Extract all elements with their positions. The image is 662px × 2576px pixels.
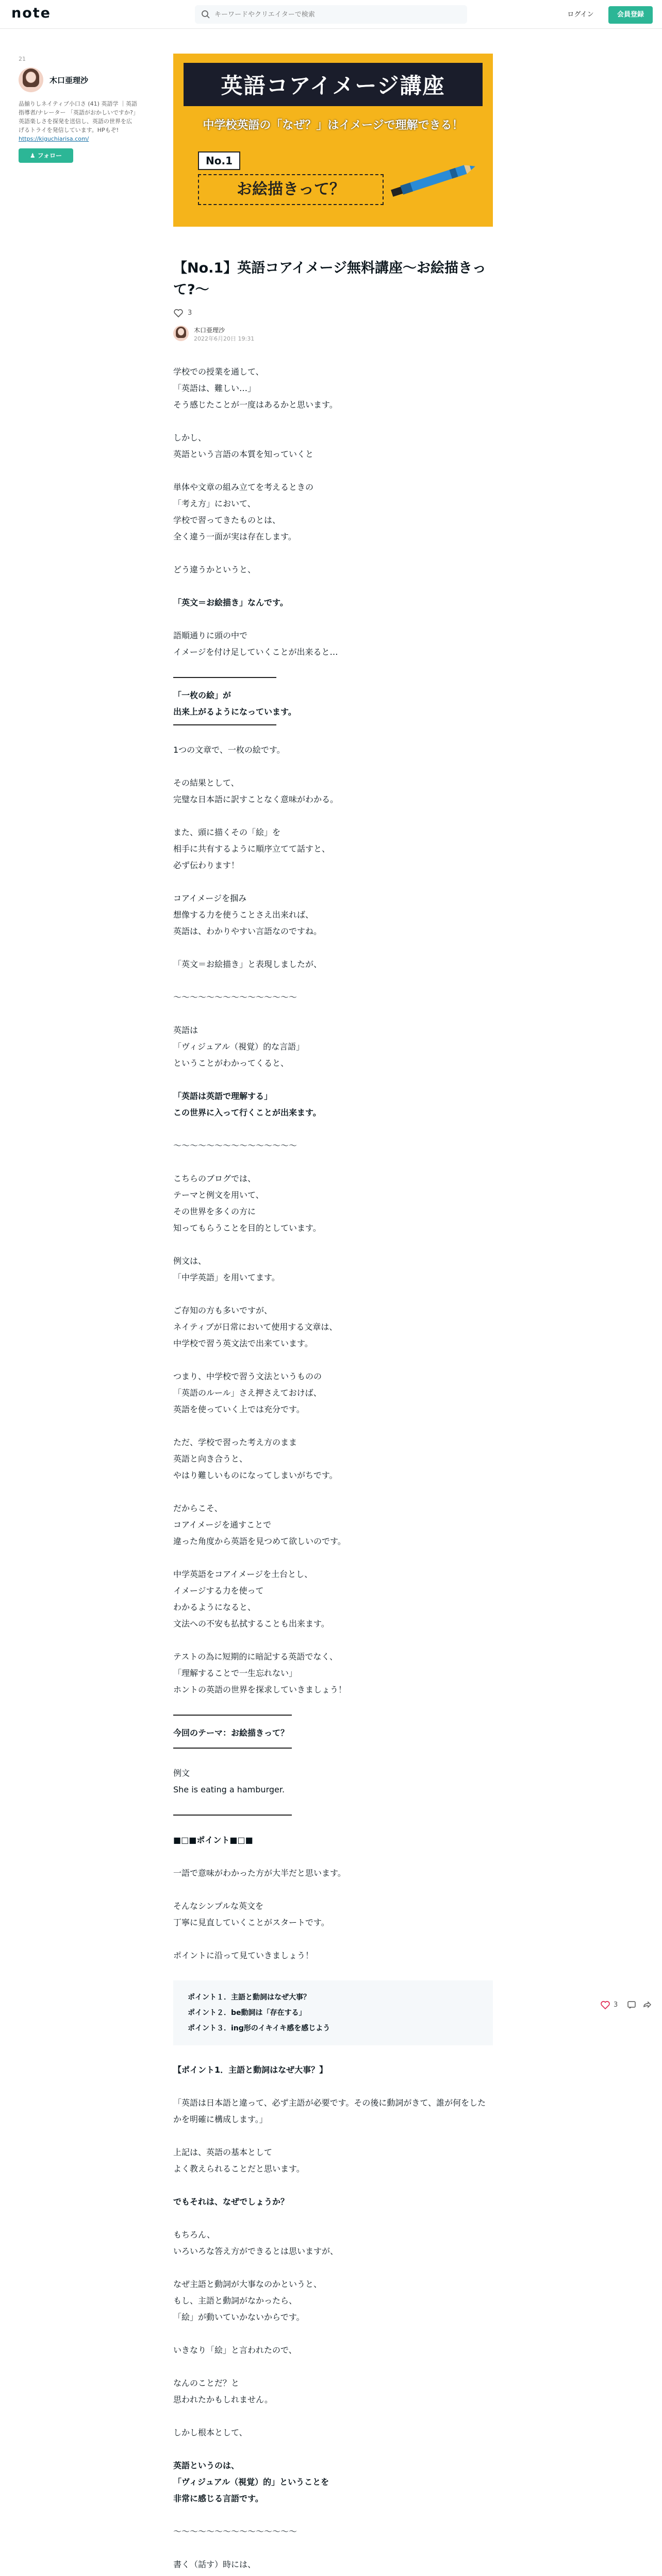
banner-title: 英語コアイメージ講座 [221, 73, 445, 98]
paragraph: こちらのブログでは、 テーマと例文を用いて、 その世界を多くの方に 知ってもらうことを目的としています。 [173, 1173, 321, 1233]
author-bio: 品揃りしネイティブ小口さ (41) 英語学 ｜英語指導者/ナレーター 「英語がおかしいですか?」英語楽しさを探発を送信し、英語の世界を広げるトライを発信しています。HPもぞ! [19, 100, 137, 134]
paragraph: 学校での授業を通して、 「英語は、難しい…」 そう感じたことが一度はあるかと思います。 [173, 366, 338, 410]
likes-row [173, 308, 493, 318]
section-heading: 【ポイント1．主語と動詞はなぜ大事？】 [173, 2064, 328, 2075]
theme-heading: 今回のテーマ：お絵描きって？ [173, 1727, 289, 1738]
paragraph: つまり、中学校で習う文法というものの 「英語のルール」さえ押さえておけば、 英語を使っていく上では充分です。 [173, 1371, 322, 1414]
heart-icon[interactable] [173, 308, 184, 318]
paragraph: 単体や文章の組み立てを考えるときの 「考え方」において、 学校で習ってきたものとは、 全く違う一面が実は存在します。 [173, 482, 314, 541]
paragraph: 上記は、英語の基本として よく教えられることだと思います。 [173, 2147, 305, 2174]
paragraph: なぜ主語と動詞が大事なのかというと、 もし、主語と動詞がなかったら、 「絵」が動いていかないからです。 [173, 2279, 322, 2322]
point-item: ポイント３．ing形のイキイキ感を感じよう [188, 2024, 330, 2032]
follow-button[interactable] [19, 148, 73, 163]
search-icon [201, 10, 210, 19]
paragraph: テストの為に短期的に暗記する英語でなく、 「理解することで一生忘れない」 ホントの英語の世界を探求していきましょう！ [173, 1651, 347, 1694]
wave-divider: 〜〜〜〜〜〜〜〜〜〜〜〜〜〜〜 [173, 992, 297, 1002]
paragraph: 中学英語をコアイメージを土台とし、 イメージする力を使って わかるようになると、 文法への不安も払拭することも出来ます。 [173, 1569, 329, 1629]
divider [173, 1815, 292, 1816]
divider [173, 1715, 292, 1716]
points-box [173, 1980, 493, 2045]
article-title: 【No.1】英語コアイメージ無料講座〜お絵描きって?〜 [173, 260, 486, 298]
paragraph: どう違うかというと、 [173, 564, 256, 574]
paragraph: また、頭に描くその「絵」を 相手に共有するように順序立てて話すと、 必ず伝わります！ [173, 827, 330, 870]
paragraph: その結果として、 完璧な日本語に訳すことなく意味がわかる。 [173, 777, 339, 804]
author-avatar[interactable] [19, 67, 43, 92]
paragraph: ポイントに沿って見ていきましょう！ [173, 1950, 314, 1960]
signup-button[interactable]: 会員登録 [608, 6, 653, 24]
sidebar-date: 21 [19, 56, 26, 62]
author-block[interactable] [19, 67, 137, 92]
paragraph: 例文は、 「中学英語」を用いてます。 [173, 1256, 280, 1282]
article-author[interactable] [173, 326, 493, 343]
point-header: ■□■ポイント■□■ [173, 1835, 253, 1845]
paragraph: だからこそ、 コアイメージを通すことで 違った角度から英語を見つめて欲しいのです。 [173, 1503, 346, 1546]
like-count[interactable]: 3 [188, 309, 192, 317]
paragraph-bold: でもそれは、なぜでしょうか？ [173, 2196, 289, 2207]
paragraph: 「英文＝お絵描き」と表現しましたが、 [173, 959, 322, 969]
publish-date: 2022年6月20日 19:31 [194, 335, 255, 342]
note-logo[interactable]: note [11, 5, 51, 21]
paragraph: コアイメージを掴み 想像する力を使うことさえ出来れば、 英語は、わかりやすい言語なのですね。 [173, 893, 322, 936]
article-body [173, 364, 493, 2576]
article-main [173, 54, 493, 2576]
search-input[interactable] [214, 5, 462, 24]
paragraph: 一語で意味がわかった方が大半だと思います。 [173, 1868, 346, 1878]
author-sidebar [19, 56, 137, 163]
author-link[interactable]: https://kiguchiarisa.com/ [19, 135, 89, 143]
paragraph: 書く（話す）時には、 [173, 2559, 256, 2569]
comment-icon[interactable] [627, 2001, 636, 2010]
paragraph: 「英語は日本語と違って、必ず主語が必要です。その後に動詞がきて、誰が何をしたかを明確に構成します。」 [173, 2097, 486, 2124]
heart-icon[interactable] [600, 2000, 610, 2010]
floating-actions [600, 1999, 657, 2011]
author-mini-name[interactable]: 木口亜理沙 [194, 326, 225, 334]
paragraph: いきなり「絵」と言われたので、 [173, 2345, 297, 2355]
author-name[interactable]: 木口亜理沙 [49, 76, 89, 85]
point-item: ポイント２．be動詞は「存在する」 [188, 2008, 306, 2017]
highlight-text: 「一枚の絵」が 出来上がるようになっています。 [173, 690, 296, 717]
login-button[interactable]: ログイン [567, 11, 594, 19]
share-icon[interactable] [642, 2001, 652, 2010]
divider [173, 677, 276, 678]
divider [173, 1748, 292, 1749]
example-label: 例文 [173, 1768, 190, 1778]
divider [173, 724, 276, 725]
banner-number: No.1 [198, 151, 240, 170]
banner-subtitle: 中学校英語の「なぜ？」はイメージで理解できる！ [203, 119, 464, 132]
example-sentence: She is eating a hamburger. [173, 1784, 285, 1794]
floating-like-count[interactable]: 3 [614, 2001, 618, 2009]
header-image [173, 54, 493, 227]
site-header [0, 0, 662, 29]
paragraph: しかし、 英語という言語の本質を知っていくと [173, 432, 314, 459]
paragraph: なんのことだ？と 思われたかもしれません。 [173, 2378, 273, 2404]
point-item: ポイント１．主語と動詞はなぜ大事？ [188, 1993, 310, 2002]
paragraph-bold: 英語というのは、 「ヴィジュアル（視覚）的」ということを 非常に感じる言語です。 [173, 2460, 329, 2503]
follow-label: フォロー [37, 152, 62, 160]
banner-lesson-title: お絵描きって？ [198, 174, 384, 205]
paragraph: 英語は 「ヴィジュアル（視覚）的な言語」 ということがわかってくると、 [173, 1025, 305, 1068]
person-plus-icon: ♟ [29, 152, 38, 160]
wave-divider: 〜〜〜〜〜〜〜〜〜〜〜〜〜〜〜 [173, 2526, 297, 2536]
crayon-icon [390, 159, 478, 200]
search-bar[interactable] [195, 5, 467, 24]
paragraph: もちろん、 いろいろな答え方ができるとは思いますが、 [173, 2229, 339, 2256]
paragraph: 「英語は英語で理解する」 この世界に入って行くことが出来ます。 [173, 1091, 321, 1117]
paragraph: 語順通りに頭の中で イメージを付け足していくことが出来ると… [173, 630, 338, 657]
paragraph: そんなシンプルな英文を 丁寧に見直していくことがスタートです。 [173, 1901, 329, 1927]
banner-title-bar [184, 63, 483, 106]
paragraph: ただ、学校で習った考え方のまま 英語と向き合うと、 やはり難しいものになってしまいがちです。 [173, 1437, 338, 1480]
paragraph: しかし根本として、 [173, 2427, 247, 2437]
paragraph-bold: 「英文＝お絵描き」なんです。 [173, 597, 288, 607]
paragraph: 1つの文章で、一枚の絵です。 [173, 744, 285, 755]
author-mini-avatar[interactable] [173, 326, 189, 341]
wave-divider: 〜〜〜〜〜〜〜〜〜〜〜〜〜〜〜 [173, 1140, 297, 1150]
paragraph: ご存知の方も多いですが、 ネイティブが日常において使用する文章は、 中学校で習う英文法で出来ています。 [173, 1305, 338, 1348]
